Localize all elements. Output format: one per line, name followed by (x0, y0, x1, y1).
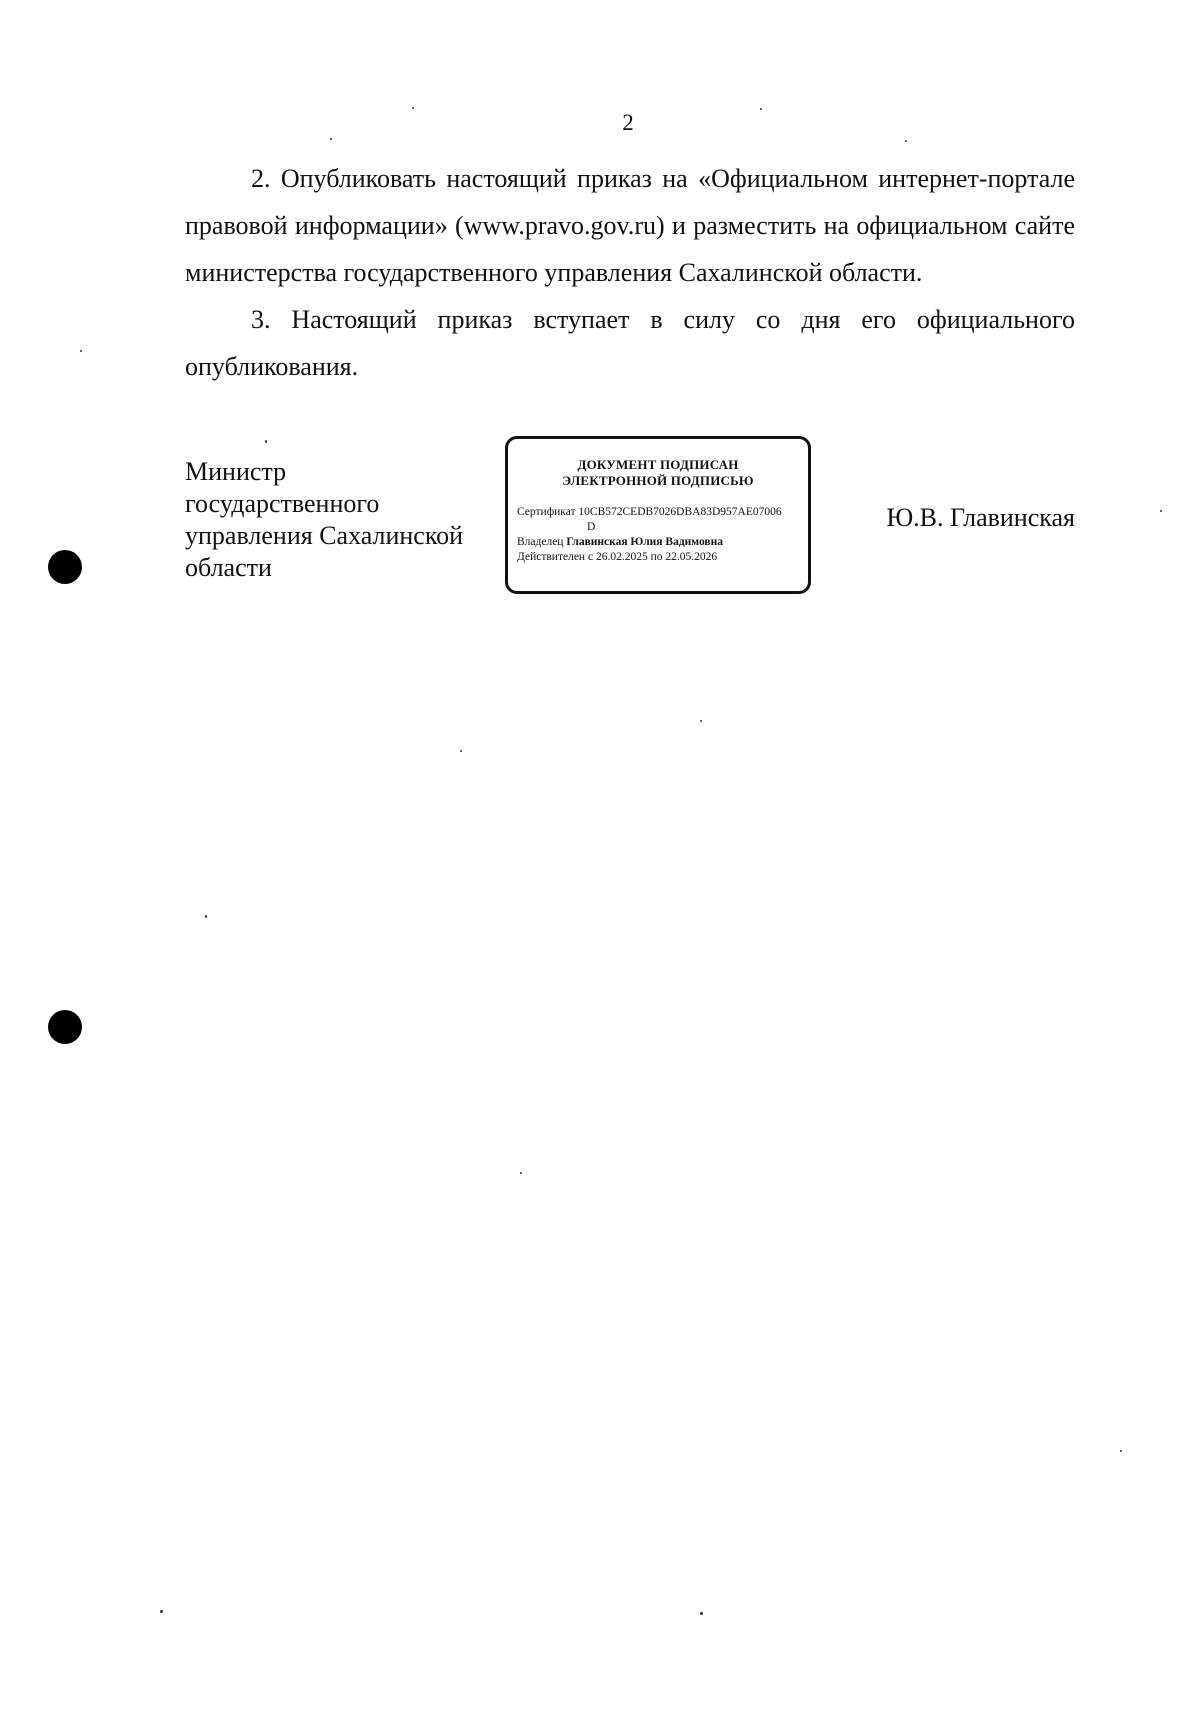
stamp-heading-line: ДОКУМЕНТ ПОДПИСАН (577, 457, 739, 472)
scan-speck (460, 750, 462, 752)
paragraph-publish: 2. Опубликовать настоящий приказ на «Официальном интернет-портале правовой информации» (www.pravo.gov.ru) и разместить на официальном сайте министерства государственного управления Сахалинской области. (185, 164, 1075, 287)
stamp-owner-row (517, 535, 802, 550)
scan-speck (265, 440, 267, 443)
stamp-certificate-value: 10CB572CEDB7026DBA83D957AE07006 (578, 506, 782, 518)
scan-speck (1120, 1450, 1122, 1452)
stamp-owner-label: Владелец (517, 536, 564, 548)
signer-title-line: Министр (185, 457, 287, 486)
scan-speck (412, 107, 414, 109)
stamp-heading-line: ЭЛЕКТРОННОЙ ПОДПИСЬЮ (562, 473, 754, 488)
scan-speck (700, 720, 702, 722)
stamp-heading (508, 457, 808, 489)
scan-speck (700, 1612, 703, 1615)
stamp-details (508, 505, 808, 565)
signer-title-line: управления Сахалинской (185, 521, 464, 550)
paragraph-effective: 3. Настоящий приказ вступает в силу со дня его официального опубликования. (185, 305, 1075, 381)
punch-hole (48, 1010, 82, 1044)
scan-speck (520, 1172, 522, 1174)
stamp-certificate-row (517, 505, 802, 520)
signer-name: Ю.В. Главинская (886, 503, 1075, 532)
document-body (185, 155, 1075, 390)
scan-speck (905, 140, 907, 142)
scan-speck (760, 108, 762, 110)
scan-speck (205, 915, 207, 918)
signer-title-line: государственного (185, 489, 380, 518)
scan-speck (80, 350, 82, 352)
scan-speck (330, 138, 332, 140)
punch-hole (48, 550, 82, 584)
signer-title-line: области (185, 553, 272, 582)
signer-title (185, 456, 485, 584)
signature-block (185, 436, 1075, 606)
scan-speck (1160, 510, 1162, 512)
stamp-certificate-label: Сертификат (517, 506, 576, 518)
scan-speck (160, 1610, 163, 1613)
stamp-owner-value: Главинская Юлия Вадимовна (566, 536, 723, 548)
stamp-validity: Действителен с 26.02.2025 по 22.05.2026 (517, 551, 718, 563)
stamp-certificate-continuation: D (587, 521, 596, 533)
page-number: 2 (622, 110, 634, 135)
electronic-signature-stamp (505, 436, 811, 594)
